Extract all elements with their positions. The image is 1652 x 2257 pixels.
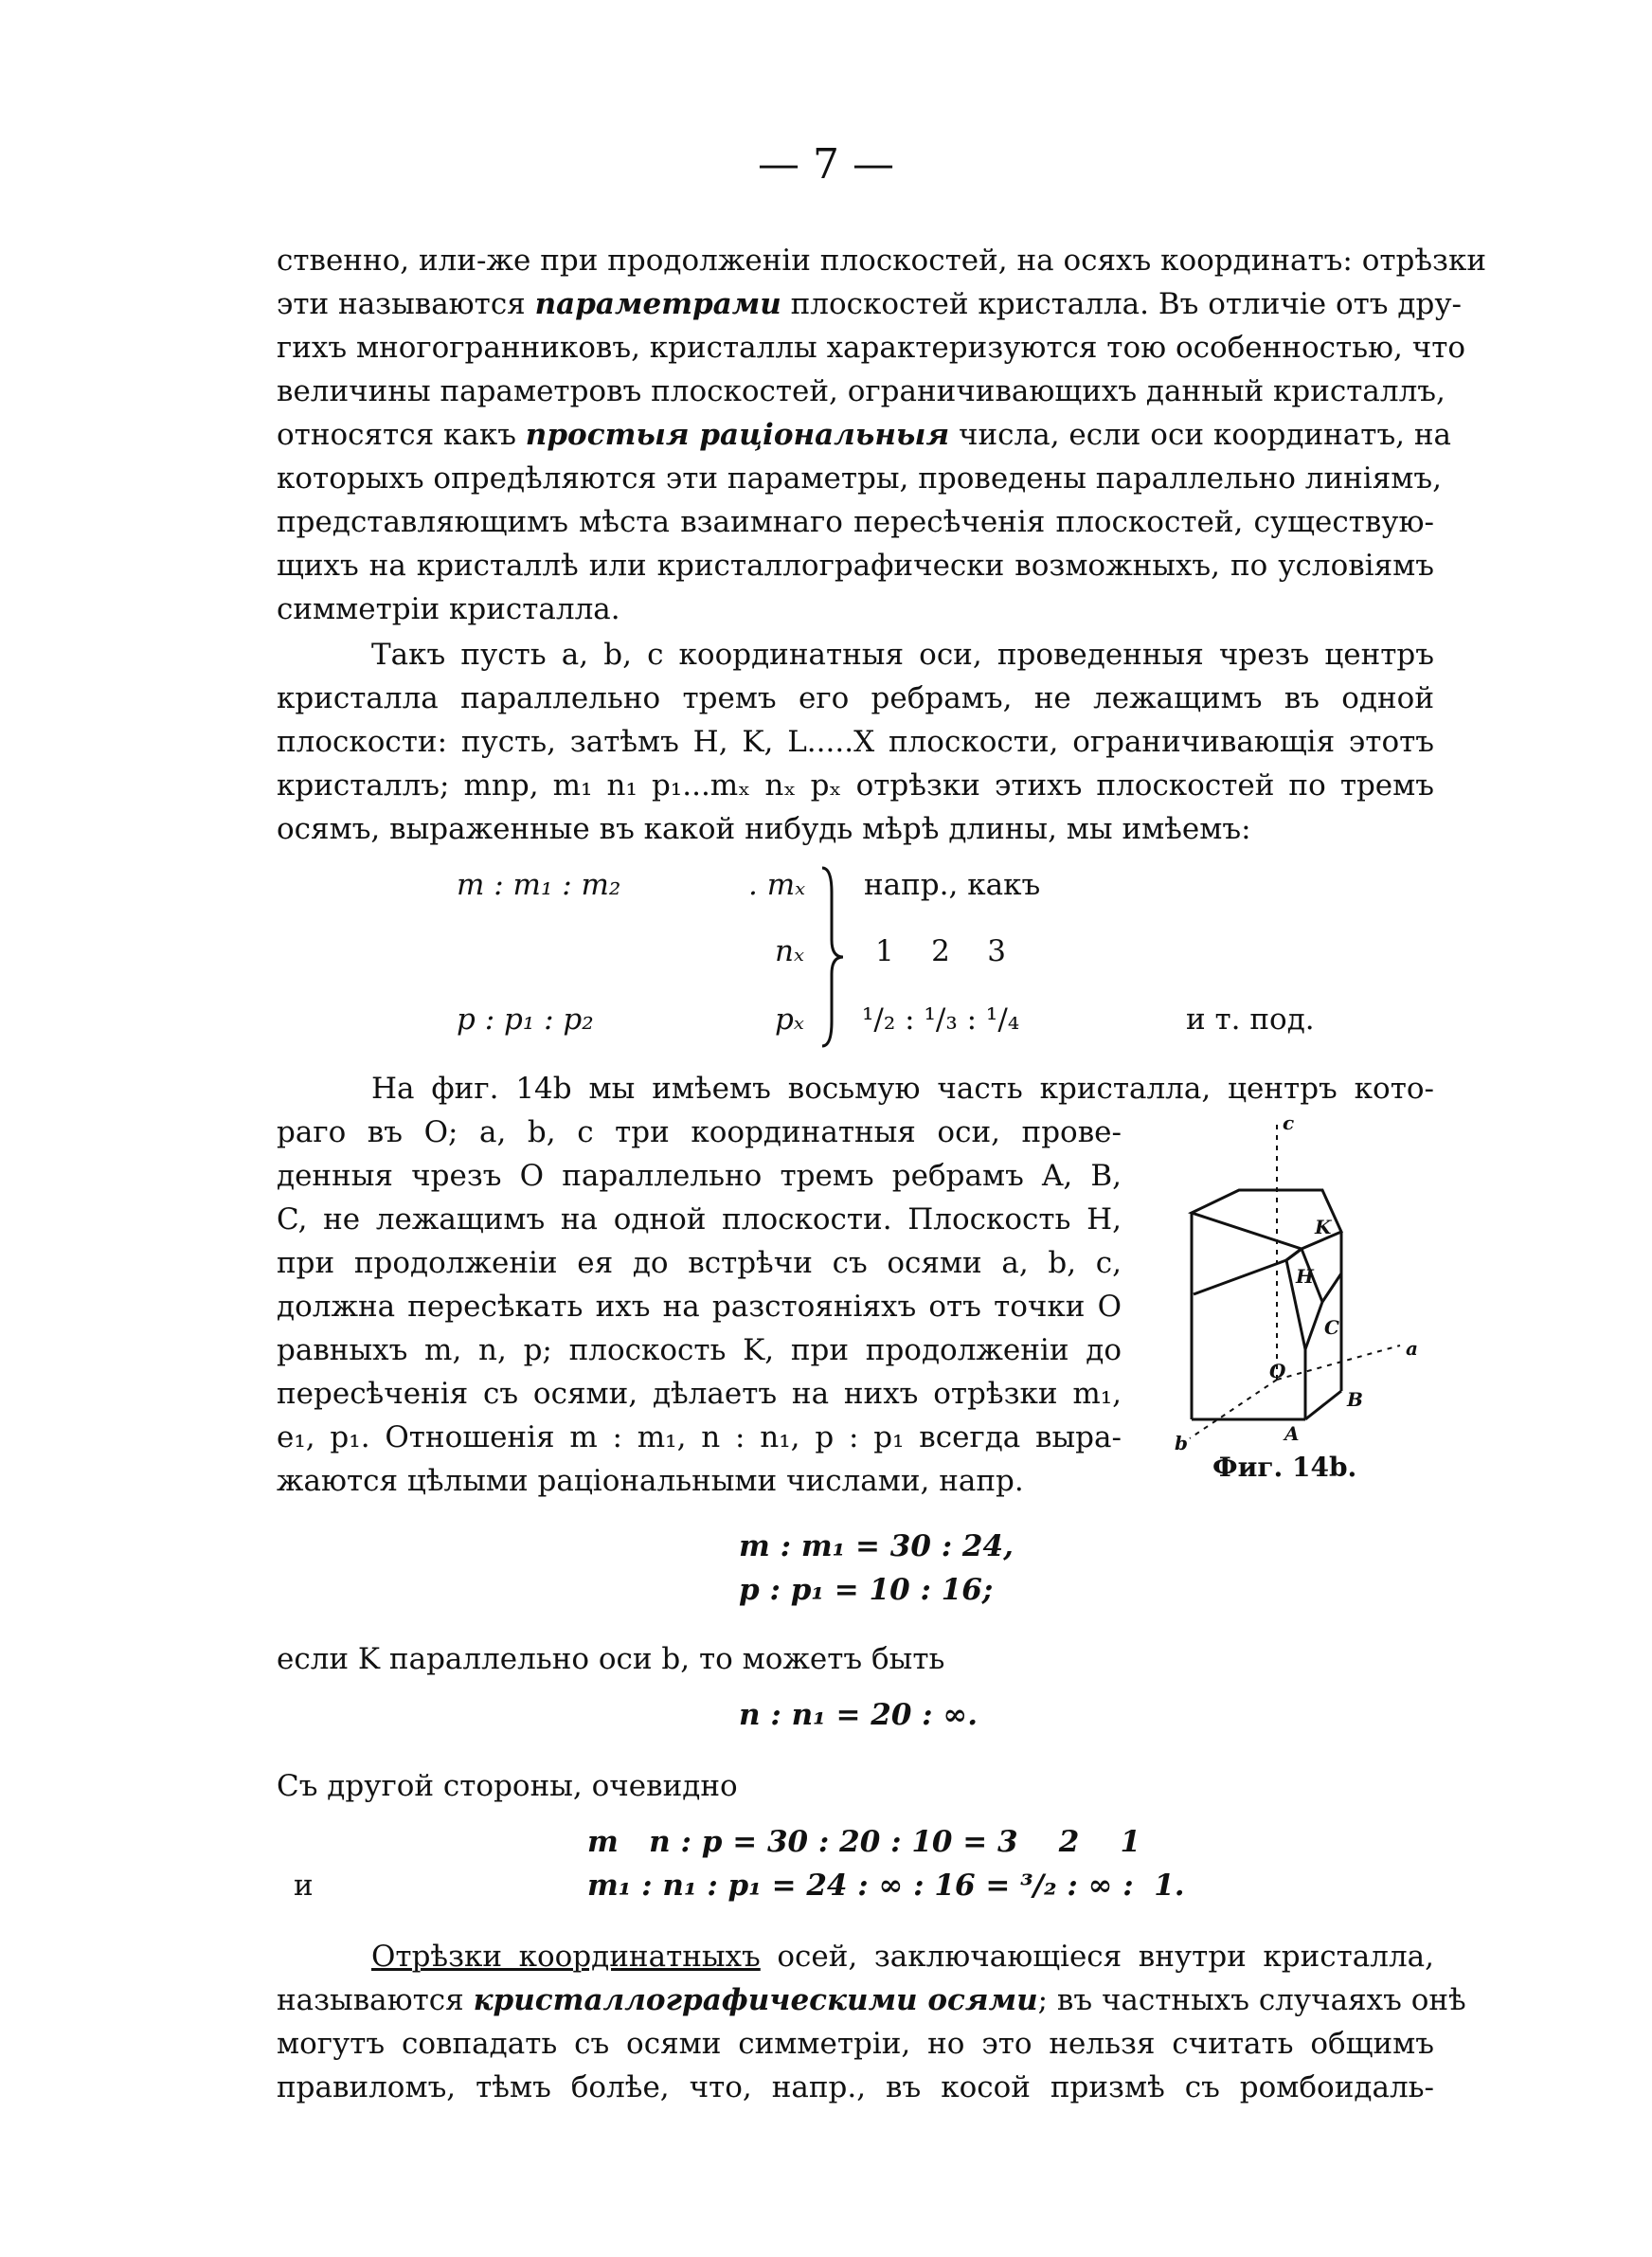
text-line: жаются цѣлыми раціональными числами, напр. [277,1464,1024,1498]
emphasis: параметрами [534,287,781,321]
edge-label-C: C [1324,1316,1339,1339]
ratio-m: m : m₁ : m₂ [457,868,621,902]
face-label-K: K [1315,1216,1332,1238]
equation: m₁ : n₁ : p₁ = 24 : ∞ : 16 = ³/₂ : ∞ : 1. [587,1869,1185,1903]
edge-label-A: A [1284,1422,1300,1445]
text-line: представляющимъ мѣста взаимнаго пересѣченія плоскостей, существую- [277,505,1434,539]
crystal-figure [1163,1107,1438,1467]
text-line: кристаллъ; mnp, m₁ n₁ p₁...mₓ nₓ pₓ отрѣзки этихъ плоскостей по тремъ [277,768,1434,803]
equation: m n : p = 30 : 20 : 10 = 3 2 1 [587,1825,1141,1859]
conjunction: и [294,1869,314,1903]
text-line: пересѣченія съ осями, дѣлаетъ на нихъ отрѣзки m₁, [277,1377,1122,1411]
text-line: раго въ O; a, b, c три координатныя оси, прове- [277,1115,1122,1149]
edge-label-B: B [1347,1388,1363,1411]
ratio-mx: . mₓ [748,868,806,902]
ratio-nx: nₓ [775,934,804,968]
text-line: ственно, или-же при продолженіи плоскостей, на осяхъ координатъ: отрѣзки [277,244,1486,278]
axis-label-c: c [1283,1111,1295,1134]
brace-icon [817,864,851,1050]
ratio-example-label: напр., какъ [864,868,1041,902]
text-line: эти называются параметрами плоскостей кристалла. Въ отличіе отъ дру- [277,287,1463,321]
emphasis: простыя раціональныя [525,418,950,452]
ratio-example-values: 1 2 3 [875,934,1007,968]
text-line: щихъ на кристаллѣ или кристаллографически возможныхъ, по условіямъ [277,549,1434,583]
axis-label-b: b [1175,1432,1188,1454]
text-line: величины параметровъ плоскостей, ограничивающихъ данный кристаллъ, [277,374,1446,408]
text-line: кристалла параллельно тремъ его ребрамъ, не лежащимъ въ одной [277,681,1434,715]
text-line: правиломъ, тѣмъ болѣе, что, напр., въ косой призмѣ съ ромбоидаль- [277,2070,1434,2104]
text-line: e₁, p₁. Отношенія m : m₁, n : n₁, p : p₁ всегда выра- [277,1420,1122,1454]
text-line: На фиг. 14b мы имѣемъ восьмую часть кристалла, центръ кото- [371,1072,1434,1106]
text-line: плоскости: пусть, затѣмъ H, K, L.....X плоскости, ограничивающія этотъ [277,725,1434,759]
axis-label-a: a [1406,1337,1418,1360]
text-line: осямъ, выраженные въ какой нибудь мѣрѣ длины, мы имѣемъ: [277,812,1251,846]
text-line: равныхъ m, n, p; плоскость K, при продолженіи до [277,1333,1122,1367]
text-line: должна пересѣкать ихъ на разстояніяхъ отъ точки O [277,1290,1122,1324]
text-line: относятся какъ простыя раціональныя числа, если оси координатъ, на [277,418,1452,452]
equation: m : m₁ = 30 : 24, [739,1529,1014,1563]
text-line: C, не лежащимъ на одной плоскости. Плоскость H, [277,1202,1122,1237]
equation: p : p₁ = 10 : 16; [739,1573,994,1607]
underlined-text: Отрѣзки координатныхъ [371,1940,761,1974]
page-number: — 7 — [758,140,894,189]
text-line: если K параллельно оси b, то можетъ быть [277,1642,945,1676]
text-line: Отрѣзки координатныхъ осей, заключающіеся внутри кристалла, [371,1940,1434,1974]
text-line: симметріи кристалла. [277,592,620,626]
origin-label: O [1269,1360,1286,1382]
ratio-example-fractions: ¹/₂ : ¹/₃ : ¹/₄ [862,1002,1020,1037]
ratio-p: p : p₁ : p₂ [457,1002,594,1037]
ratio-px: pₓ [775,1002,804,1037]
text-line: которыхъ опредѣляются эти параметры, проведены параллельно линіямъ, [277,461,1442,496]
text-line: Такъ пусть a, b, c координатныя оси, проведенныя чрезъ центръ [371,638,1434,672]
ratio-etc: и т. под. [1186,1002,1315,1037]
emphasis: кристаллографическими осями [473,1983,1038,2017]
text-line: денныя чрезъ O параллельно тремъ ребрамъ A, B, [277,1159,1122,1193]
text-line: Съ другой стороны, очевидно [277,1769,738,1803]
equation: n : n₁ = 20 : ∞. [739,1698,979,1732]
text-line: при продолженіи ея до встрѣчи съ осями a, b, c, [277,1246,1122,1280]
face-label-H: H [1296,1265,1314,1288]
text-line: могутъ совпадать съ осями симметріи, но это нельзя считать общимъ [277,2027,1434,2061]
text-line: гихъ многогранниковъ, кристаллы характеризуются тою особенностью, что [277,331,1466,365]
text-line: называются кристаллографическими осями; въ частныхъ случаяхъ онѣ [277,1983,1466,2017]
figure-caption: Фиг. 14b. [1212,1452,1357,1483]
